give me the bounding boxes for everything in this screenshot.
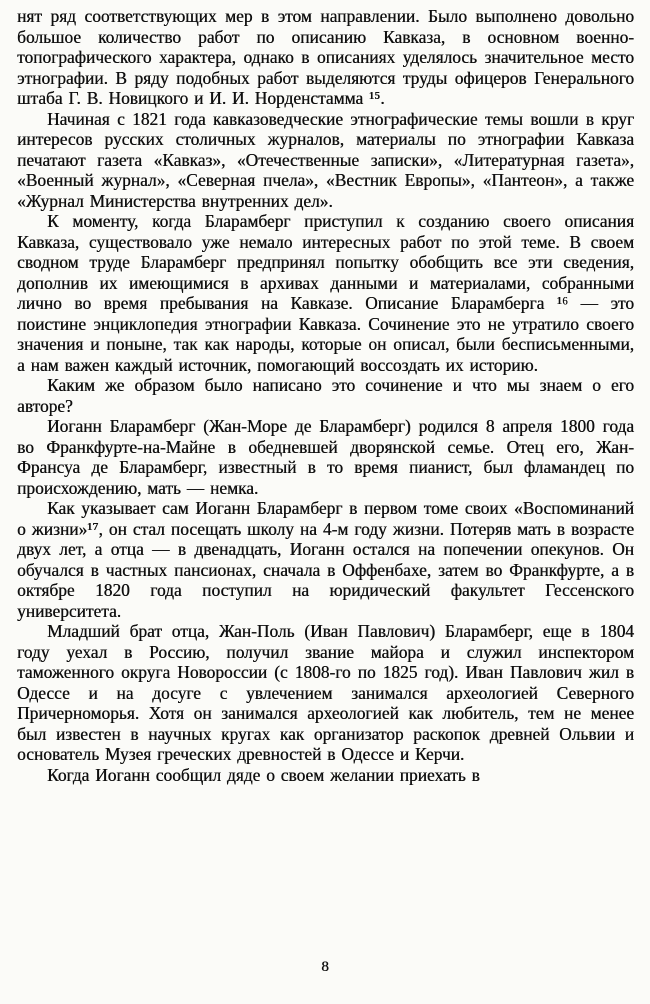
- paragraph: нят ряд соответствующих мер в этом направлении. Было выполнено довольно большое количество работ по описанию Кавказа, в основном военно-топографического характера, однако в описаниях уделялось значительное место этнографии. В ряду подобных работ выделяются труды офицеров Генерального штаба Г. В. Новицкого и И. И. Норденстамма ¹⁵.: [17, 6, 634, 108]
- paragraph: Младший брат отца, Жан-Поль (Иван Павлович) Бларамберг, еще в 1804 году уехал в Россию, получил звание майора и служил инспектором таможенного округа Новороссии (с 1808-го по 1825 год). Иван Павлович жил в Одессе и на досуге с увлечением занимался археологией Северного Причерноморья. Хотя он занимался археологией как любитель, тем не менее был известен в научных кругах как организатор раскопок древней Ольвии и основатель Музея греческих древностей в Одессе и Керчи.: [17, 621, 634, 764]
- page-text: [17, 6, 634, 785]
- page-number: 8: [321, 959, 329, 975]
- paragraph: Когда Иоганн сообщил дяде о своем желании приехать в: [47, 764, 480, 785]
- paragraph: К моменту, когда Бларамберг приступил к созданию своего описания Кавказа, существовало уже немало интересных работ по этой теме. В своем сводном труде Бларамберг предпринял попытку обобщить все эти сведения, дополнив их имеющимися в архивах данными и материалами, собранными лично во время пребывания на Кавказе. Описание Бларамберга ¹⁶ — это поистине энциклопедия этнографии Кавказа. Сочинение это не утратило своего значения и поныне, так как народы, которые он описал, были бесписьменными, а нам важен каждый источник, помогающий воссоздать их историю.: [17, 211, 634, 375]
- paragraph: Каким же образом было написано это сочинение и что мы знаем о его авторе?: [17, 375, 634, 416]
- paragraph: Начиная с 1821 года кавказоведческие этнографические темы вошли в круг интересов русских столичных журналов, материалы по этнографии Кавказа печатают газета «Кавказ», «Отечественные записки», «Литературная газета», «Военный журнал», «Северная пчела», «Вестник Европы», «Пантеон», а также «Журнал Министерства внутренних дел».: [17, 108, 634, 211]
- paragraph: Иоганн Бларамберг (Жан-Море де Бларамберг) родился 8 апреля 1800 года во Франкфурте-на-Майне в обедневшей дворянской семье. Отец его, Жан-Франсуа де Бларамберг, известный в то время пианист, был фламандец по происхождению, мать — немка.: [17, 416, 634, 498]
- paragraph: Как указывает сам Иоганн Бларамберг в первом томе своих «Воспоминаний о жизни»¹⁷, он стал посещать школу на 4-м году жизни. Потеряв мать в возрасте двух лет, а отца — в двенадцать, Иоганн остался на попечении опекунов. Он обучался в частных пансионах, сначала в Оффенбахе, затем во Франкфурте, а в октябре 1820 года поступил на юридический факультет Гессенского университета.: [17, 498, 634, 621]
